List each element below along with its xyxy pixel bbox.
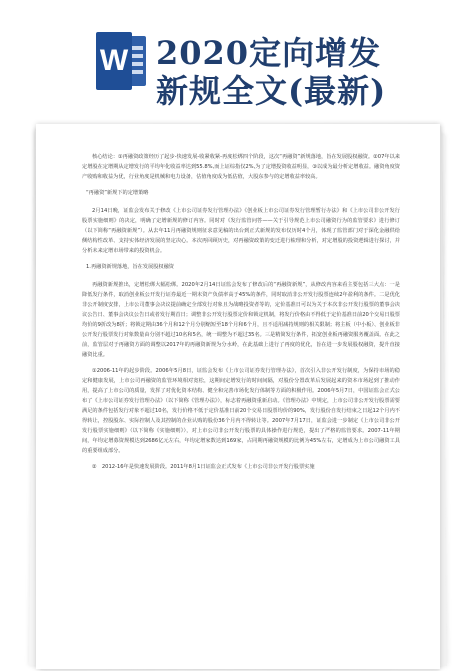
paragraph-announcement: 2月14日晚，证监会发布关于修改《上市公司证券发行管理办法》《创业板上市公司证券发行管理暂行办法》和《上市公司非公开发行股票实施细则》的决定，明确了定增新规的修订内容。同时对《发行监管问答——关于引导规范上市公司融资行为的监管要求》进行修订（以下简称“再融资新规”）。从去年11月再融资规则征求意见稿的出台到正式新规的发布仅历时4个月，体现了监管部门对于深化金融供给侧结构性改革、支持实体经济发展的坚定决心。本次再回顾历史，对再融资政策的变迁进行梳理和分析，对定增股的投资逻辑进行探讨，并分析未来定增市场带来的投资机会。 (82, 208, 400, 254)
page-title-line-1: 2020定向增发 (156, 34, 382, 72)
section-heading-1: 1.再融资新规落地，旨在发展股权融资 (86, 264, 174, 270)
section-heading-strategy: “再融资”新规下的定增策略 (86, 190, 149, 196)
paragraph-stage-2: ② 2012-16年是快速发展阶段。2011年8月1日证监会正式发布《上市公司非公开发行股票实施 (92, 464, 315, 470)
paragraph-summary: 核心结论：①再融资政策经历了起步-快速发展-收紧收紧-再度松绑四个阶段，这次“再融资”新规落地，旨在发展股权融资。②07年以来定增股在定增期从定增发行的平均年化收益率达到55.8%,而上证综指仅2%,为了定增投资收益明显，③以成为最分析定增收益。融资角度资产收购和收益为优，行业角度是机械和电力设备，估值角度成为低估值，大股东参与的定增收益率较高。 (82, 154, 400, 180)
word-icon-badge: W (96, 32, 132, 90)
header (0, 0, 474, 120)
page-title-line-2: 新规全文(最新) (156, 72, 387, 110)
paragraph-stage-1: ①2006-11年的起步阶段。2006年5月8日，证监会发布《上市公司证券发行管理办法》，首次引入非公开发行制度，为保持市场的稳定和健康发展，上市公司再融资的监管环境相对宽松，这期间定增发行的时间间隔，对股份分置改革后发展起来的资本市场起到了推动作用，提高了上市公司的质量，发挥了对优化资本结构、健全和完善市场化发行体制等方面的积极作用。2006年5月7日，中国证监会正式公布了《上市公司证券发行管理办法》（以下简称《管理办法》），标志着再融资重新启动。《管理办法》中规定，上市公司非公开发行股票需要满足的条件包括发行对象不超过10名，发行价格不低于定价基准日前20个交易日股票均价的90%，发行股份自发行结束之日起12个月内不得转让，控股股东、实际控制人及其控制的企业认购的股份36个月内不得转让等。2007年7月17日，证监会进一步制定《上市公司非公开发行股票实施细则》（以下简称《实施细则》），对上市公司非公开发行股票的具体操作进行规范，提出了严格的监管要求。2007-11年期间，年均定增募资规模达到2686亿元左右，年均定增家数达到169家，占同期再融资规模的比例为45%左右，定增成为上市公司融资工具的重要组成部分。 (82, 368, 400, 454)
document-body (36, 124, 440, 669)
word-document-icon (96, 32, 148, 90)
paragraph-new-rules: 再融资新规推出，定增松绑大幅松绑。2020年2月14日证监会发布了修改后的“再融资新规”，从修改内容来看主要包括三大点：一是降低发行条件，取消创业板公开发行证券最近一期末资产负债率高于45%的条件，同时取消非公开发行股票连续2年盈利的条件。二是优化非公开制度安排，上市公司董事会决议提前确定全部发行对象且为战略投资者等的，定价基准日可以为关于本次非公开发行股票的董事会决议公告日、董事会决议公告日或者发行期首日；调整非公开发行股票定价和锁定机制，将发行价格由不得低于定价基准日前20个交易日股票均价的9折改为8折；将锁定期由36个月和12个月分别缩短至18个月和6个月，且不适用减持规则的相关限制；将主板（中小板）、创业板非公开发行股票发行对象数量由分别不超过10名和5名，统一调整为不超过35名。三是精简发行条件，拓宽创业板再融资服务覆盖面。在此之前，监管层对于再融资方面的调整以2017年的再融资新规为分水岭，在此基础上进行了再度的优化，旨在进一步发展股权融资，提升直接融资比重。 (82, 282, 400, 358)
document-page (36, 124, 440, 669)
